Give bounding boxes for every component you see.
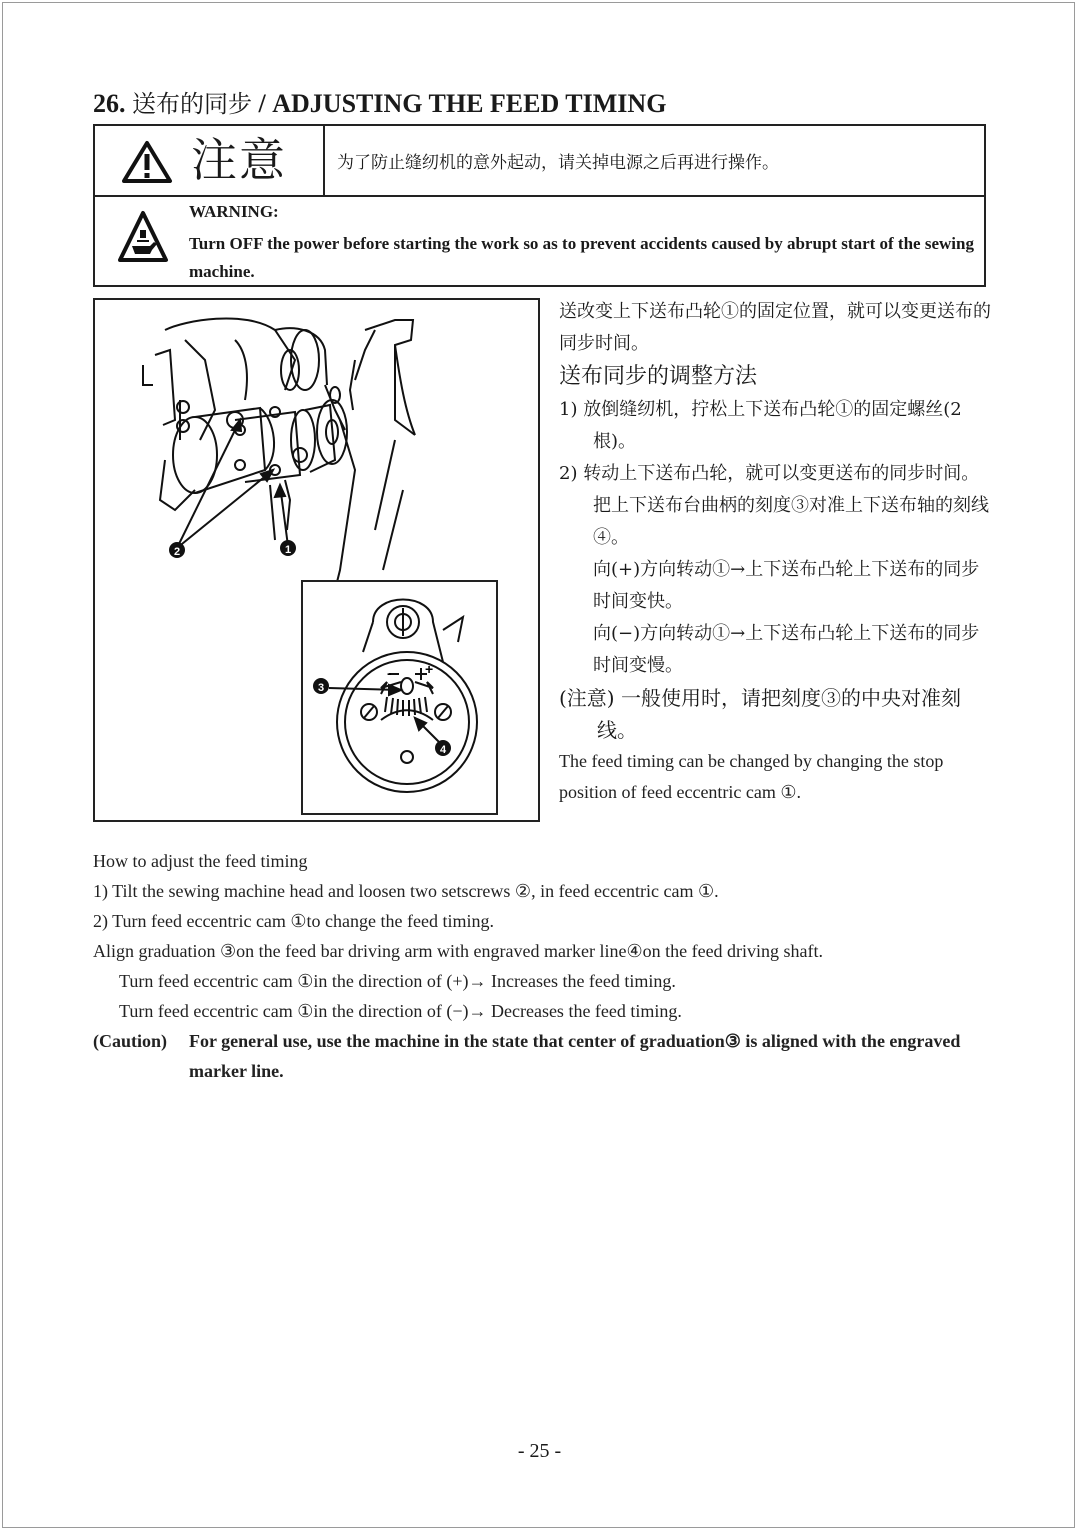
callout-2: 2: [173, 546, 181, 558]
warning-cn-label-cell: [95, 126, 325, 195]
en-minus-direction: Turn feed eccentric cam ①in the direction of (−)→ Decreases the feed timing.: [119, 1001, 682, 1021]
section-title: [93, 84, 666, 119]
section-separator: /: [258, 89, 266, 118]
plus-sign: +: [425, 661, 434, 677]
page-number: - 25 -: [517, 1440, 562, 1462]
warning-en-title: WARNING:: [189, 202, 279, 221]
cn-caution: (注意) 一般使用时，请把刻度③的中央对准刻线。: [559, 686, 961, 742]
section-title-en: ADJUSTING THE FEED TIMING: [272, 89, 667, 118]
en-howto-heading: How to adjust the feed timing: [93, 851, 308, 871]
en-plus-direction: Turn feed eccentric cam ①in the direction of (+)→ Increases the feed timing.: [119, 971, 676, 991]
figure-box: [93, 298, 540, 822]
en-step-1: 1) Tilt the sewing machine head and loosen two setscrews ②, in feed eccentric cam ①.: [93, 881, 719, 901]
en-instructions: [93, 846, 993, 1086]
en-caution-text: For general use, use the machine in the state that center of graduation③ is aligned with the engraved marker line.: [189, 1031, 961, 1081]
warning-cn-text: 为了防止缝纫机的意外起动，请关掉电源之后再进行操作。: [337, 153, 779, 173]
callout-1: 1: [284, 544, 292, 556]
en-align: Align graduation ③on the feed bar driving arm with engraved marker line④on the feed driving shaft.: [93, 941, 824, 961]
cn-heading: 送布同步的调整方法: [559, 364, 758, 389]
en-caution: [93, 1026, 993, 1086]
callout-3: 3: [317, 682, 325, 694]
warning-box: [93, 124, 986, 287]
dial-inset-box: [301, 580, 498, 815]
cn-step-2: 2) 转动上下送布凸轮，就可以变更送布的同步时间。把上下送布台曲柄的刻度③对准上下送布轴的刻线④。: [559, 463, 989, 548]
hand-hazard-icon: [117, 210, 169, 264]
section-number: 26.: [93, 89, 126, 118]
cn-step-1: 1) 放倒缝纫机，拧松上下送布凸轮①的固定螺丝(2根)。: [559, 399, 962, 452]
en-intro: The feed timing can be changed by changing the stop position of feed eccentric cam ①.: [559, 751, 944, 802]
warning-en-text: Turn OFF the power before starting the work so as to prevent accidents caused by abrupt start of the sewing machine.: [189, 234, 974, 281]
section-title-cn: 送布的同步: [132, 90, 252, 118]
cn-minus-direction: 向(−)方向转动①→上下送布凸轮上下送布的同步时间变慢。: [593, 623, 980, 676]
cn-plus-direction: 向(+)方向转动①→上下送布凸轮上下送布的同步时间变快。: [593, 559, 980, 612]
cn-instructions: [559, 296, 991, 808]
caution-triangle-icon: [121, 140, 173, 184]
callout-4: 4: [439, 744, 447, 756]
dial-illustration: [303, 582, 496, 813]
en-step-2: 2) Turn feed eccentric cam ①to change the feed timing.: [93, 911, 494, 931]
en-caution-label: (Caution): [93, 1031, 168, 1051]
cn-intro: 送改变上下送布凸轮①的固定位置，就可以变更送布的同步时间。: [559, 301, 991, 354]
warning-cn-row: [95, 126, 984, 197]
minus-sign: -: [387, 665, 392, 681]
warning-cn-label: 注意: [191, 133, 287, 187]
